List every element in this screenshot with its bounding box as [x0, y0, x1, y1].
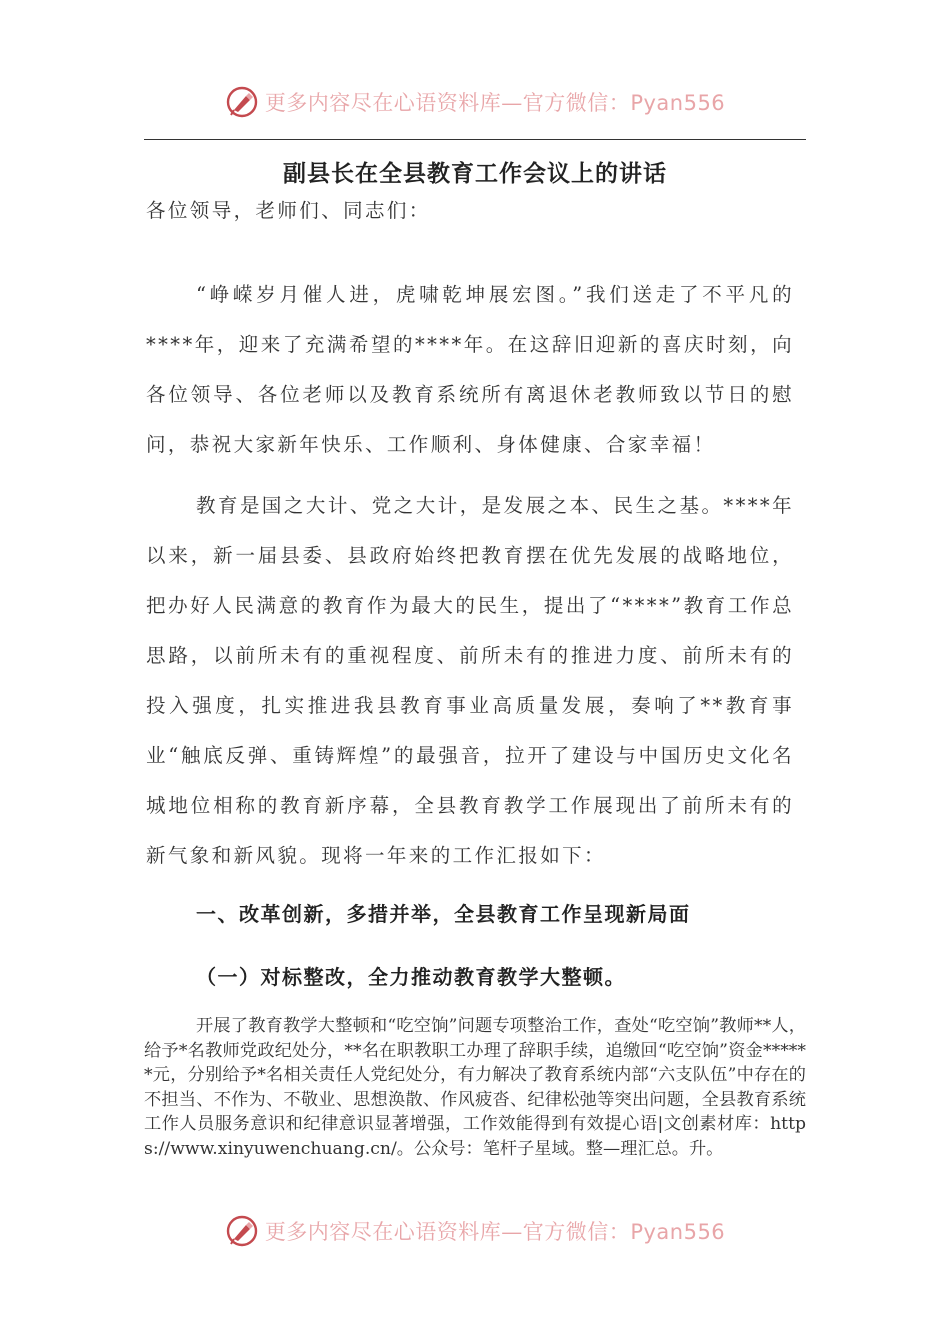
pen-logo-icon — [225, 85, 259, 119]
section-heading-1: 一、改革创新，多措并举，全县教育工作呈现新局面 — [196, 902, 691, 926]
subsection-heading-1: （一）对标整改，全力推动教育教学大整顿。 — [196, 965, 626, 989]
paragraph-3: 开展了教育教学大整顿和“吃空饷”问题专项整治工作，查处“吃空饷”教师**人，给予*名教师党政纪处分，**名在职教职工办理了辞职手续，追缴回“吃空饷”资金******元，分别给予*名相关责任人党纪处分，有力解决了教育系统内部“六支队伍”中存在的不担当、不作为、不敬业、思想涣散、作风疲沓、纪律松弛等突出问题，全县教育系统工作人员服务意识和纪律意识显著增强，工作效能得到有效提心语|文创素材库：https://www.xinyuwenchuang.cn/。公众号：笔杆子星域。整—理汇总。升。 — [144, 1016, 806, 1159]
footer-banner — [0, 1209, 950, 1253]
banner-text — [265, 87, 725, 117]
banner-handle: Pyan556 — [630, 1220, 726, 1244]
header-divider — [144, 139, 806, 140]
banner-handle: Pyan556 — [630, 91, 726, 115]
paragraph-2: 教育是国之大计、党之大计，是发展之本、民生之基。****年以来，新一届县委、县政府始终把教育摆在优先发展的战略地位，把办好人民满意的教育作为最大的民生，提出了“****”教育工作总思路，以前所未有的重视程度、前所未有的推进力度、前所未有的投入强度，扎实推进我县教育事业高质量发展，奏响了**教育事业“触底反弹、重铸辉煌”的最强音，拉开了建设与中国历史文化名城地位相称的教育新序幕，全县教育教学工作展现出了前所未有的新气象和新风貌。现将一年来的工作汇报如下： — [146, 494, 794, 867]
banner-slogan: 更多内容尽在心语资料库—官方微信： — [264, 91, 631, 115]
document-title: 副县长在全县教育工作会议上的讲话 — [283, 160, 667, 187]
salutation: 各位领导，老师们、同志们： — [146, 199, 431, 222]
pen-logo-icon — [225, 1214, 259, 1248]
banner-slogan: 更多内容尽在心语资料库—官方微信： — [264, 1220, 631, 1244]
header-banner — [0, 80, 950, 124]
paragraph-1: “峥嵘岁月催人进，虎啸乾坤展宏图。”我们送走了不平凡的****年，迎来了充满希望的****年。在这辞旧迎新的喜庆时刻，向各位领导、各位老师以及教育系统所有离退休老教师致以节日的慰问，恭祝大家新年快乐、工作顺利、身体健康、合家幸福！ — [146, 283, 794, 456]
banner-text — [265, 1216, 725, 1246]
